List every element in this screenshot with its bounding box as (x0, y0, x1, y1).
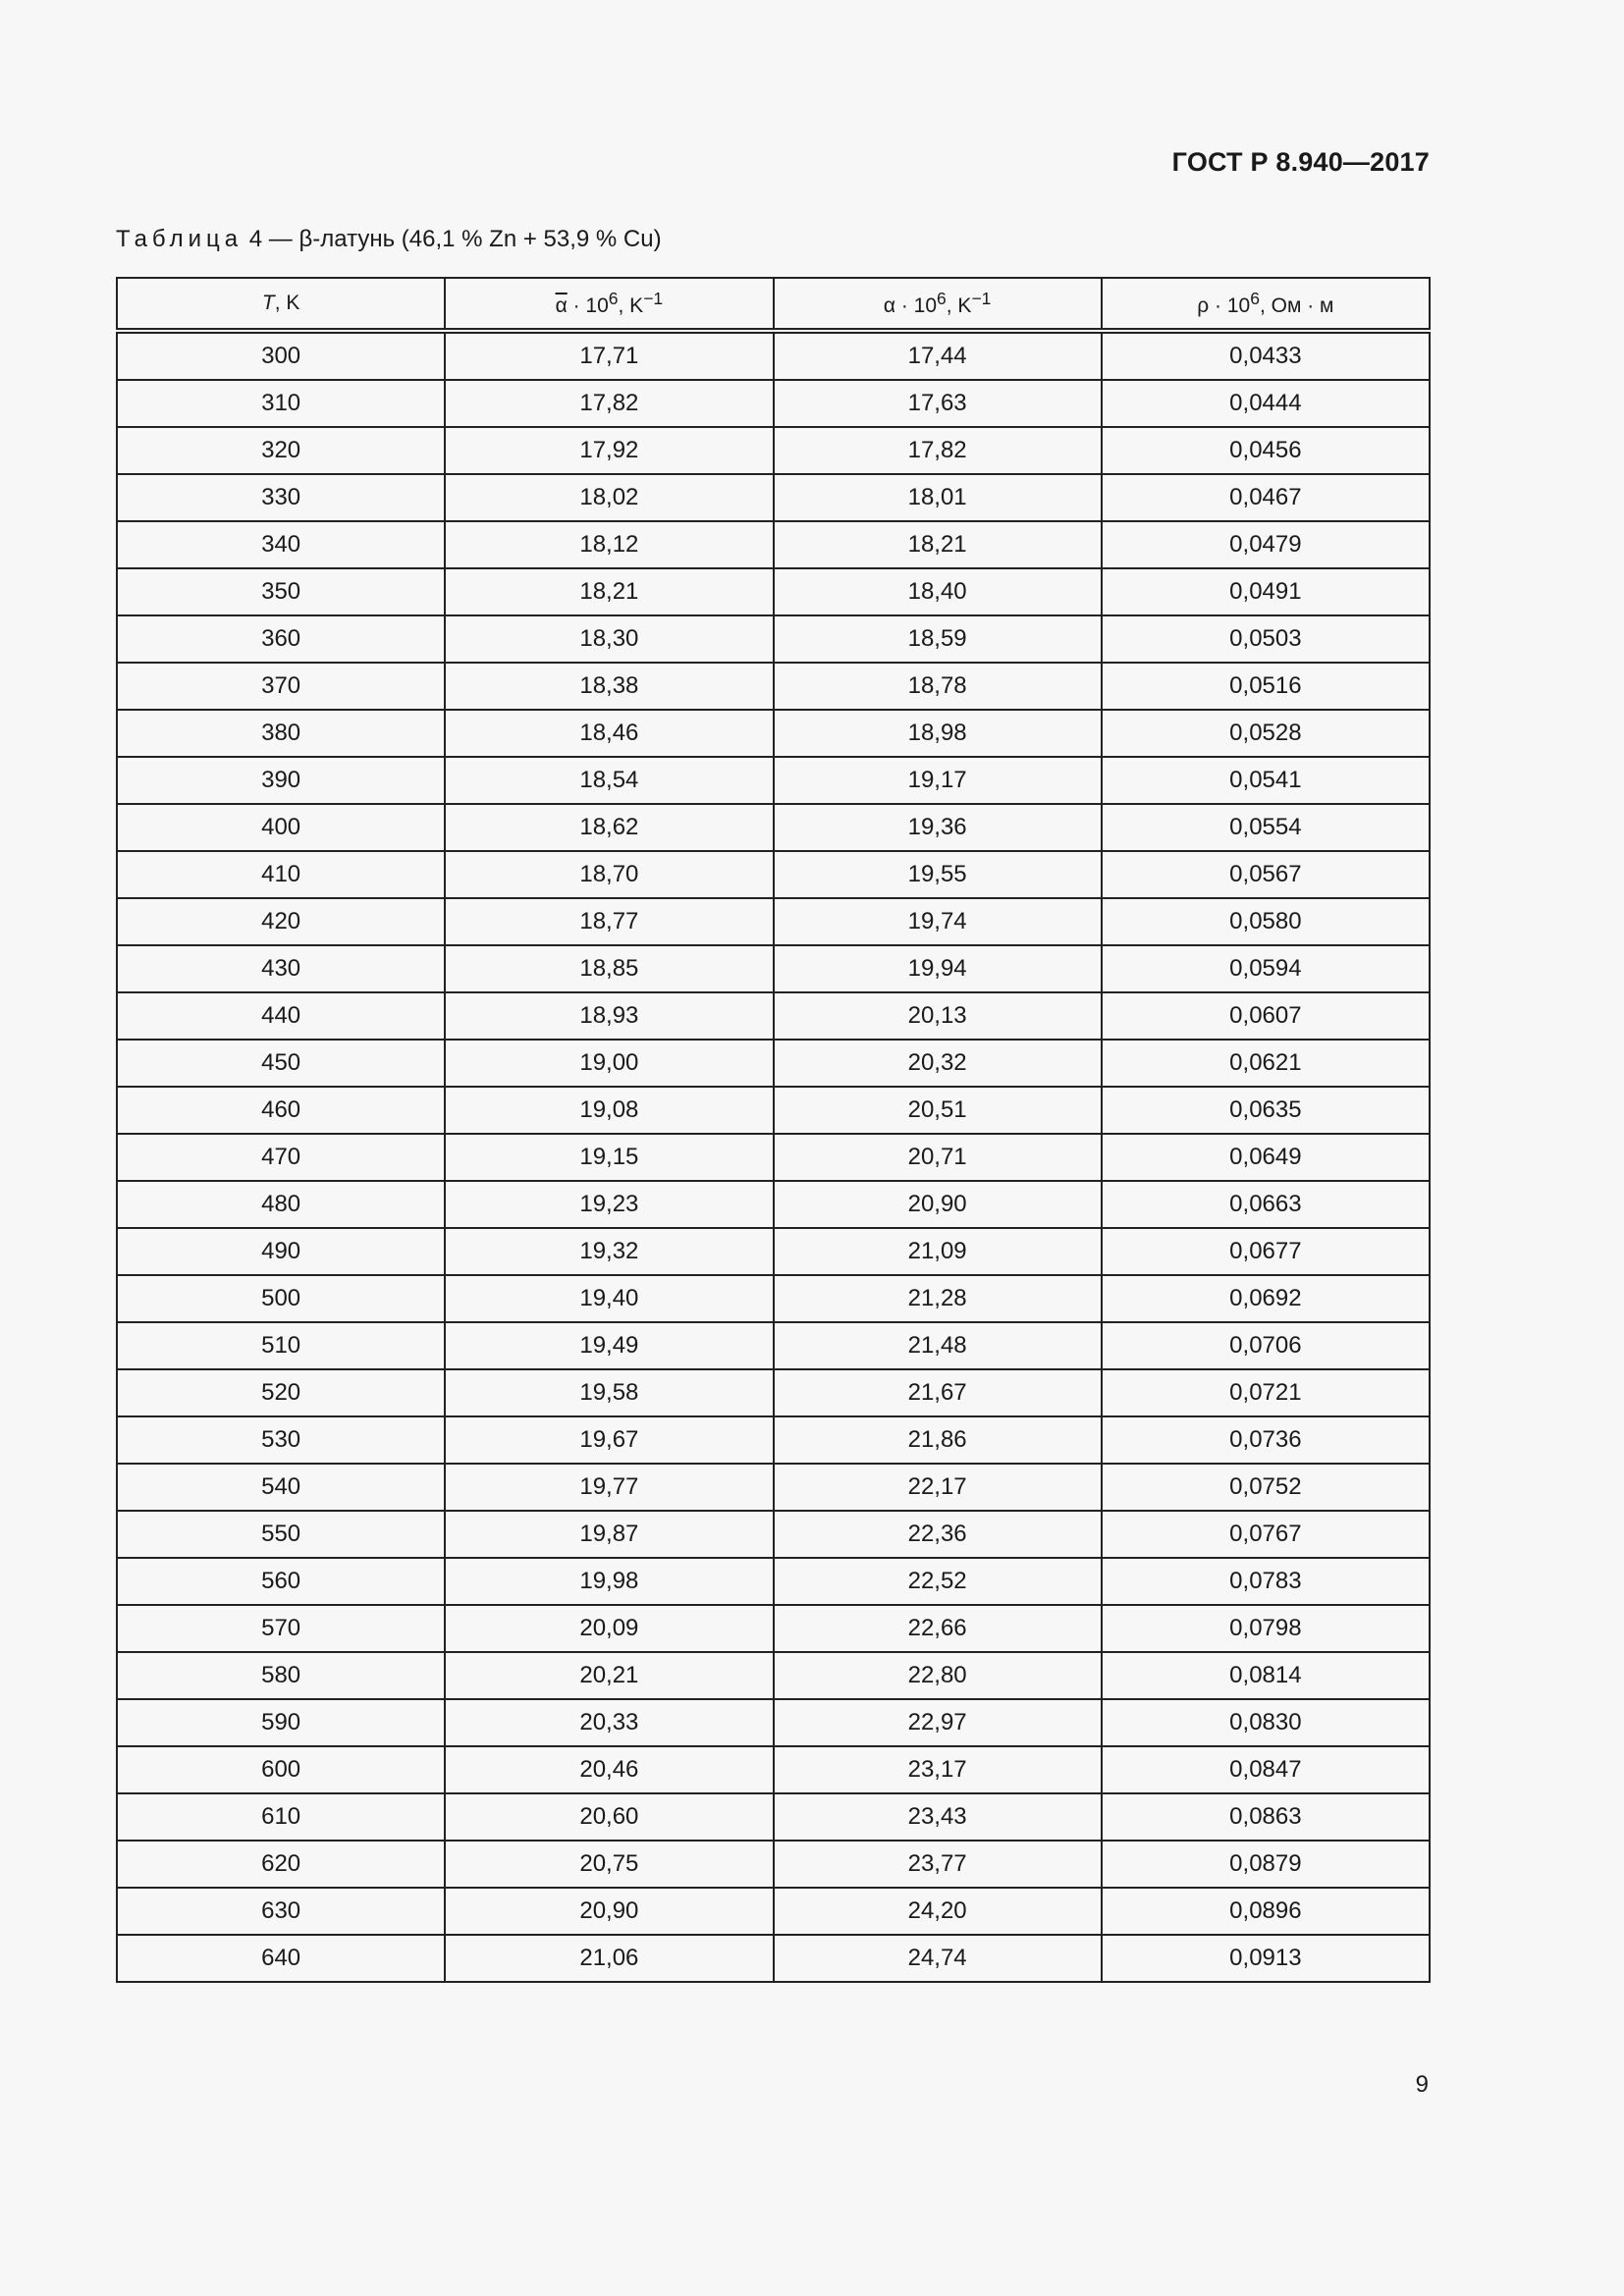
table-row (117, 804, 1430, 851)
table-row (117, 521, 1430, 568)
col-header-mean-expansion-unit: , K (618, 294, 644, 317)
cell-true-expansion: 17,63 (774, 380, 1102, 427)
cell-mean-expansion: 20,90 (445, 1888, 773, 1935)
col-header-true-expansion-unit-exponent: −1 (971, 289, 992, 308)
table-row (117, 851, 1430, 898)
col-header-temperature-symbol: T (261, 292, 275, 314)
cell-resistivity: 0,0516 (1102, 663, 1430, 710)
col-header-true-expansion-unit: , K (946, 294, 972, 317)
cell-resistivity: 0,0663 (1102, 1181, 1430, 1228)
cell-temperature: 410 (117, 851, 445, 898)
cell-mean-expansion: 18,70 (445, 851, 773, 898)
cell-true-expansion: 21,09 (774, 1228, 1102, 1275)
cell-resistivity: 0,0798 (1102, 1605, 1430, 1652)
cell-mean-expansion: 19,08 (445, 1087, 773, 1134)
cell-resistivity: 0,0541 (1102, 757, 1430, 804)
cell-temperature: 480 (117, 1181, 445, 1228)
cell-mean-expansion: 20,75 (445, 1841, 773, 1888)
col-header-mean-expansion (445, 278, 773, 331)
standard-id-header: ГОСТ Р 8.940—2017 (1171, 147, 1430, 177)
cell-true-expansion: 18,21 (774, 521, 1102, 568)
cell-mean-expansion: 18,77 (445, 898, 773, 945)
cell-mean-expansion: 20,46 (445, 1746, 773, 1793)
cell-temperature: 470 (117, 1134, 445, 1181)
properties-table (116, 277, 1431, 1983)
cell-temperature: 620 (117, 1841, 445, 1888)
table-row (117, 1322, 1430, 1369)
cell-resistivity: 0,0863 (1102, 1793, 1430, 1841)
col-header-resistivity-exponent: 6 (1250, 289, 1260, 308)
cell-resistivity: 0,0607 (1102, 992, 1430, 1040)
table-body (117, 331, 1430, 1982)
col-header-mean-expansion-factor: · 10 (567, 294, 609, 317)
table-row (117, 1558, 1430, 1605)
table-row (117, 757, 1430, 804)
cell-mean-expansion: 19,98 (445, 1558, 773, 1605)
cell-mean-expansion: 19,49 (445, 1322, 773, 1369)
cell-true-expansion: 21,48 (774, 1322, 1102, 1369)
cell-mean-expansion: 18,30 (445, 615, 773, 663)
cell-mean-expansion: 18,12 (445, 521, 773, 568)
cell-resistivity: 0,0736 (1102, 1416, 1430, 1464)
table-row (117, 898, 1430, 945)
cell-true-expansion: 20,32 (774, 1040, 1102, 1087)
table-row (117, 1369, 1430, 1416)
table-row (117, 710, 1430, 757)
cell-mean-expansion: 19,00 (445, 1040, 773, 1087)
cell-temperature: 520 (117, 1369, 445, 1416)
cell-resistivity: 0,0752 (1102, 1464, 1430, 1511)
cell-resistivity: 0,0706 (1102, 1322, 1430, 1369)
page-number: 9 (1415, 2071, 1429, 2098)
cell-mean-expansion: 17,71 (445, 331, 773, 380)
cell-true-expansion: 22,97 (774, 1699, 1102, 1746)
cell-true-expansion: 23,77 (774, 1841, 1102, 1888)
cell-true-expansion: 20,90 (774, 1181, 1102, 1228)
table-row (117, 1275, 1430, 1322)
cell-temperature: 420 (117, 898, 445, 945)
cell-true-expansion: 22,80 (774, 1652, 1102, 1699)
cell-temperature: 330 (117, 474, 445, 521)
cell-temperature: 560 (117, 1558, 445, 1605)
cell-resistivity: 0,0554 (1102, 804, 1430, 851)
col-header-true-expansion-factor: · 10 (894, 294, 938, 317)
table-row (117, 992, 1430, 1040)
cell-resistivity: 0,0621 (1102, 1040, 1430, 1087)
cell-temperature: 360 (117, 615, 445, 663)
cell-mean-expansion: 18,46 (445, 710, 773, 757)
cell-resistivity: 0,0913 (1102, 1935, 1430, 1982)
col-header-mean-expansion-unit-exponent: −1 (643, 289, 664, 308)
cell-resistivity: 0,0677 (1102, 1228, 1430, 1275)
cell-true-expansion: 17,44 (774, 331, 1102, 380)
table-row (117, 1040, 1430, 1087)
table-row (117, 1416, 1430, 1464)
col-header-mean-expansion-symbol: $\overline{\alpha}$ (555, 294, 568, 317)
cell-mean-expansion: 20,33 (445, 1699, 773, 1746)
table-row (117, 1511, 1430, 1558)
table-row (117, 568, 1430, 615)
col-header-resistivity-factor: · 10 (1209, 294, 1251, 317)
cell-true-expansion: 22,66 (774, 1605, 1102, 1652)
cell-mean-expansion: 19,23 (445, 1181, 773, 1228)
cell-temperature: 450 (117, 1040, 445, 1087)
table-row (117, 1134, 1430, 1181)
cell-mean-expansion: 18,93 (445, 992, 773, 1040)
col-header-true-expansion-symbol: α (883, 294, 895, 317)
cell-true-expansion: 21,67 (774, 1369, 1102, 1416)
cell-mean-expansion: 18,21 (445, 568, 773, 615)
cell-temperature: 580 (117, 1652, 445, 1699)
cell-resistivity: 0,0491 (1102, 568, 1430, 615)
cell-mean-expansion: 19,77 (445, 1464, 773, 1511)
cell-temperature: 390 (117, 757, 445, 804)
cell-true-expansion: 20,51 (774, 1087, 1102, 1134)
cell-true-expansion: 20,71 (774, 1134, 1102, 1181)
cell-resistivity: 0,0444 (1102, 380, 1430, 427)
cell-temperature: 440 (117, 992, 445, 1040)
table-row (117, 1181, 1430, 1228)
col-header-resistivity-symbol: ρ (1197, 294, 1210, 317)
cell-true-expansion: 23,17 (774, 1746, 1102, 1793)
cell-temperature: 610 (117, 1793, 445, 1841)
table-row (117, 1464, 1430, 1511)
cell-true-expansion: 20,13 (774, 992, 1102, 1040)
cell-true-expansion: 18,98 (774, 710, 1102, 757)
cell-mean-expansion: 17,82 (445, 380, 773, 427)
cell-true-expansion: 22,17 (774, 1464, 1102, 1511)
cell-temperature: 340 (117, 521, 445, 568)
table-caption (116, 226, 662, 253)
cell-mean-expansion: 20,09 (445, 1605, 773, 1652)
cell-resistivity: 0,0721 (1102, 1369, 1430, 1416)
col-header-resistivity-unit: , Ом · м (1259, 294, 1334, 317)
cell-true-expansion: 24,74 (774, 1935, 1102, 1982)
table-caption-text: 4 — β-латунь (46,1 % Zn + 53,9 % Cu) (248, 226, 662, 252)
cell-true-expansion: 18,40 (774, 568, 1102, 615)
cell-temperature: 640 (117, 1935, 445, 1982)
cell-resistivity: 0,0594 (1102, 945, 1430, 992)
cell-temperature: 380 (117, 710, 445, 757)
cell-mean-expansion: 17,92 (445, 427, 773, 474)
cell-mean-expansion: 18,02 (445, 474, 773, 521)
cell-resistivity: 0,0692 (1102, 1275, 1430, 1322)
cell-temperature: 490 (117, 1228, 445, 1275)
cell-resistivity: 0,0567 (1102, 851, 1430, 898)
cell-mean-expansion: 19,58 (445, 1369, 773, 1416)
cell-temperature: 510 (117, 1322, 445, 1369)
cell-mean-expansion: 19,67 (445, 1416, 773, 1464)
cell-temperature: 600 (117, 1746, 445, 1793)
table-row (117, 1652, 1430, 1699)
cell-true-expansion: 19,94 (774, 945, 1102, 992)
cell-mean-expansion: 20,60 (445, 1793, 773, 1841)
table-row (117, 427, 1430, 474)
cell-true-expansion: 22,52 (774, 1558, 1102, 1605)
col-header-temperature-unit: , K (274, 292, 300, 314)
table-row (117, 663, 1430, 710)
cell-temperature: 400 (117, 804, 445, 851)
cell-temperature: 550 (117, 1511, 445, 1558)
cell-resistivity: 0,0433 (1102, 331, 1430, 380)
cell-true-expansion: 18,59 (774, 615, 1102, 663)
table-row (117, 1699, 1430, 1746)
cell-resistivity: 0,0649 (1102, 1134, 1430, 1181)
cell-temperature: 430 (117, 945, 445, 992)
table-row (117, 1935, 1430, 1982)
table-row (117, 1793, 1430, 1841)
cell-true-expansion: 24,20 (774, 1888, 1102, 1935)
cell-temperature: 540 (117, 1464, 445, 1511)
col-header-true-expansion (774, 278, 1102, 331)
cell-temperature: 350 (117, 568, 445, 615)
table-row (117, 1605, 1430, 1652)
table-row (117, 1087, 1430, 1134)
cell-true-expansion: 17,82 (774, 427, 1102, 474)
table-row (117, 945, 1430, 992)
cell-mean-expansion: 18,62 (445, 804, 773, 851)
cell-resistivity: 0,0847 (1102, 1746, 1430, 1793)
cell-resistivity: 0,0635 (1102, 1087, 1430, 1134)
table-row (117, 1228, 1430, 1275)
cell-resistivity: 0,0783 (1102, 1558, 1430, 1605)
cell-temperature: 370 (117, 663, 445, 710)
cell-mean-expansion: 18,54 (445, 757, 773, 804)
table-row (117, 474, 1430, 521)
cell-true-expansion: 22,36 (774, 1511, 1102, 1558)
table-row (117, 1746, 1430, 1793)
cell-mean-expansion: 18,38 (445, 663, 773, 710)
cell-true-expansion: 21,86 (774, 1416, 1102, 1464)
cell-temperature: 320 (117, 427, 445, 474)
col-header-resistivity (1102, 278, 1430, 331)
table-row (117, 615, 1430, 663)
table-row (117, 1888, 1430, 1935)
cell-resistivity: 0,0814 (1102, 1652, 1430, 1699)
cell-temperature: 460 (117, 1087, 445, 1134)
cell-temperature: 300 (117, 331, 445, 380)
cell-mean-expansion: 19,87 (445, 1511, 773, 1558)
cell-mean-expansion: 19,40 (445, 1275, 773, 1322)
cell-temperature: 590 (117, 1699, 445, 1746)
table-header-row (117, 278, 1430, 331)
cell-resistivity: 0,0767 (1102, 1511, 1430, 1558)
cell-resistivity: 0,0528 (1102, 710, 1430, 757)
cell-true-expansion: 23,43 (774, 1793, 1102, 1841)
cell-temperature: 310 (117, 380, 445, 427)
cell-resistivity: 0,0456 (1102, 427, 1430, 474)
cell-mean-expansion: 20,21 (445, 1652, 773, 1699)
cell-temperature: 530 (117, 1416, 445, 1464)
table-row (117, 331, 1430, 380)
cell-mean-expansion: 21,06 (445, 1935, 773, 1982)
cell-temperature: 630 (117, 1888, 445, 1935)
col-header-true-expansion-exponent: 6 (937, 289, 947, 308)
cell-resistivity: 0,0879 (1102, 1841, 1430, 1888)
cell-temperature: 500 (117, 1275, 445, 1322)
cell-true-expansion: 19,36 (774, 804, 1102, 851)
col-header-mean-expansion-exponent: 6 (608, 289, 619, 308)
cell-resistivity: 0,0896 (1102, 1888, 1430, 1935)
cell-resistivity: 0,0479 (1102, 521, 1430, 568)
cell-true-expansion: 19,17 (774, 757, 1102, 804)
cell-resistivity: 0,0467 (1102, 474, 1430, 521)
table-row (117, 380, 1430, 427)
cell-mean-expansion: 19,15 (445, 1134, 773, 1181)
cell-true-expansion: 18,01 (774, 474, 1102, 521)
cell-mean-expansion: 19,32 (445, 1228, 773, 1275)
cell-mean-expansion: 18,85 (445, 945, 773, 992)
table-row (117, 1841, 1430, 1888)
col-header-temperature (117, 278, 445, 331)
cell-resistivity: 0,0503 (1102, 615, 1430, 663)
cell-true-expansion: 19,74 (774, 898, 1102, 945)
cell-resistivity: 0,0830 (1102, 1699, 1430, 1746)
cell-true-expansion: 18,78 (774, 663, 1102, 710)
table-caption-label: Таблица (116, 226, 244, 252)
cell-true-expansion: 21,28 (774, 1275, 1102, 1322)
cell-temperature: 570 (117, 1605, 445, 1652)
cell-resistivity: 0,0580 (1102, 898, 1430, 945)
cell-true-expansion: 19,55 (774, 851, 1102, 898)
